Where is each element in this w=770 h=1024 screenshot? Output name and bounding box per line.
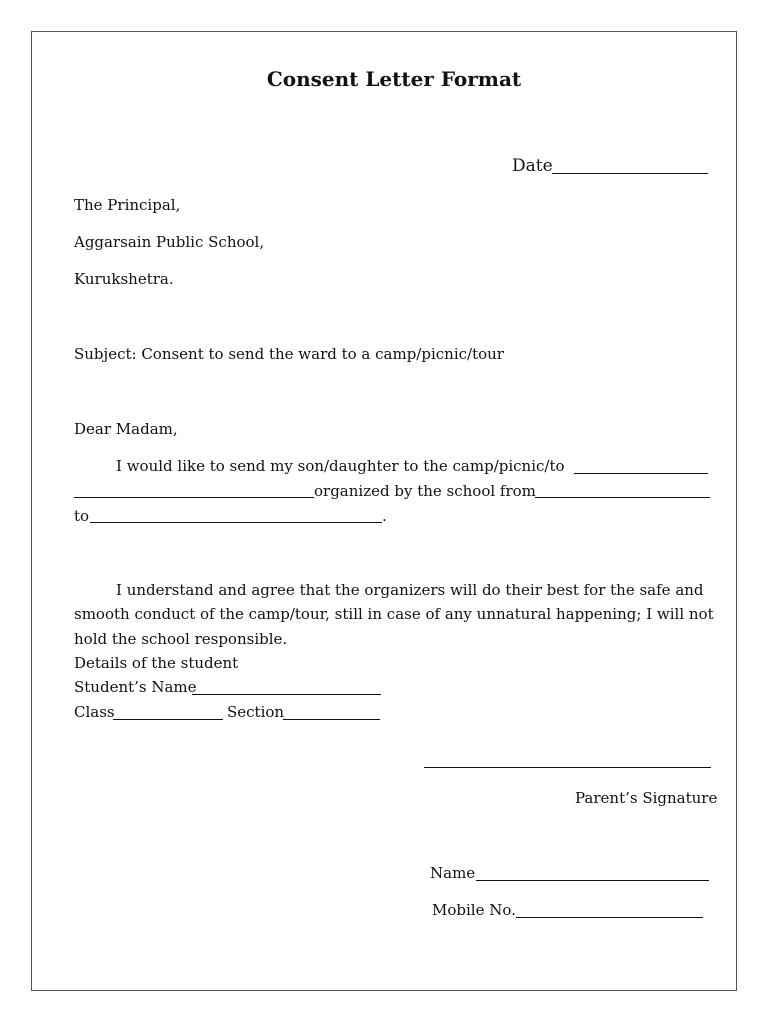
address-line-principal: The Principal, [74,196,181,214]
section-blank[interactable] [283,719,380,720]
date-blank[interactable] [552,173,708,174]
student-name-label: Student’s Name [74,678,197,696]
paragraph2-line2: smooth conduct of the camp/tour, still in case of any unnatural happening; I will not [74,605,714,623]
name-label: Name [430,864,476,882]
address-line-school: Aggarsain Public School, [74,233,265,251]
destination-blank-1[interactable] [574,473,708,474]
paragraph1-text2: organized by the school from [314,482,536,500]
class-label: Class [74,703,115,721]
mobile-label: Mobile No. [432,901,516,919]
paragraph2-line1: I understand and agree that the organizers will do their best for the safe and [116,581,704,599]
section-label: Section [227,703,285,721]
class-blank[interactable] [113,719,223,720]
parent-signature-label: Parent’s Signature [575,789,718,807]
paragraph1-text3: to [74,507,90,525]
date-label: Date [512,156,553,176]
details-heading: Details of the student [74,654,239,672]
subject-line: Subject: Consent to send the ward to a camp/picnic/tour [74,345,504,363]
to-date-blank[interactable] [90,522,382,523]
paragraph1-text4: . [382,507,387,525]
name-blank[interactable] [476,880,709,881]
document-title: Consent Letter Format [266,67,522,91]
salutation: Dear Madam, [74,420,178,438]
from-date-blank[interactable] [535,497,710,498]
student-name-blank[interactable] [192,694,381,695]
destination-blank-2[interactable] [74,497,314,498]
address-line-city: Kurukshetra. [74,270,174,288]
parent-signature-blank[interactable] [424,767,711,768]
paragraph2-line3: hold the school responsible. [74,630,288,648]
mobile-blank[interactable] [516,917,703,918]
paragraph1-text1: I would like to send my son/daughter to the camp/picnic/to [116,457,565,475]
